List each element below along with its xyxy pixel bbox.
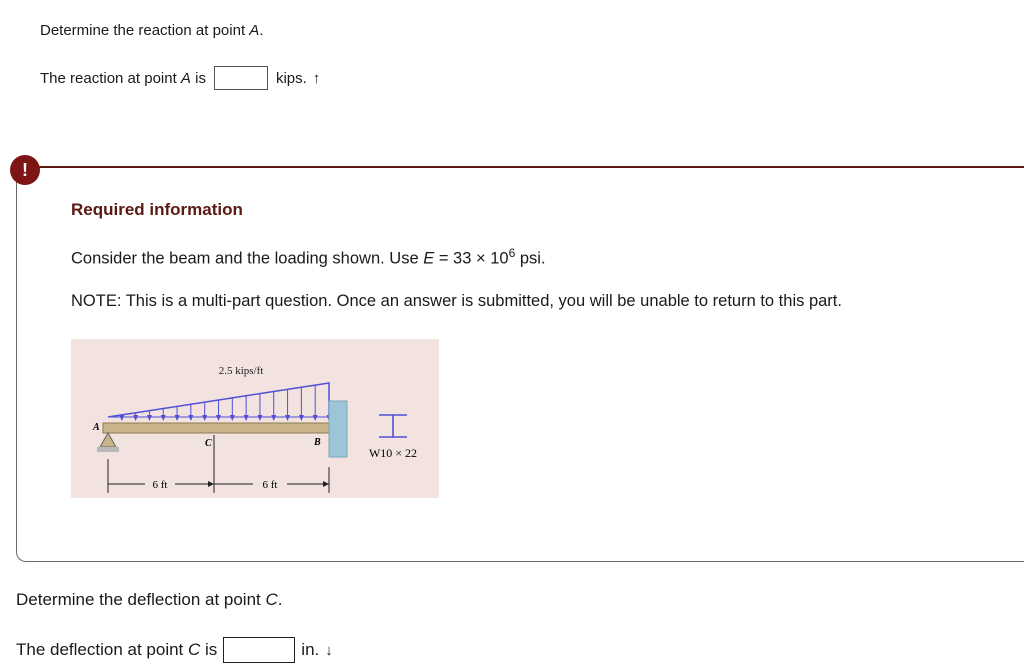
load-arrowhead [313,415,318,421]
load-arrowhead [133,415,138,421]
prompt-point: C [265,590,278,609]
consider-prefix: Consider the beam and the loading shown. Use [71,249,424,268]
i-beam-section-icon [379,415,407,437]
answer-label: The reaction at point [40,69,181,87]
load-arrowhead [299,415,304,421]
question2-prompt [16,590,283,610]
prompt-suffix: . [277,590,283,609]
required-info-title: Required information [71,200,243,219]
question1-answer-row [40,66,320,90]
answer-is: is [200,640,218,659]
arrow-down-icon: ↓ [325,641,333,659]
load-label: 2.5 kips/ft [218,365,264,377]
note-text: NOTE: This is a multi-part question. Once an answer is submitted, you will be unable to return to this part. [71,292,842,310]
load-arrowhead [161,415,166,421]
point-c-label: C [205,438,212,449]
prompt-suffix: . [259,22,264,39]
answer-is: is [190,69,206,87]
span2-label: 6 ft [262,479,278,491]
load-arrowhead [175,415,180,421]
dim-arrowhead [208,481,214,487]
load-arrowhead [271,415,276,421]
point-b-label: B [314,437,321,448]
load-arrowhead [285,415,290,421]
section-label: W10 × 22 [368,446,418,460]
load-arrowhead [188,415,193,421]
load-arrowhead [216,415,221,421]
load-arrowhead [202,415,207,421]
unit-label: kips. [275,69,307,87]
question1-prompt [40,22,263,39]
fixed-wall [329,401,347,457]
answer-label: The deflection at point [16,640,189,659]
dim-arrowhead [323,481,329,487]
load-arrowhead [230,415,235,421]
prompt-point: A [249,22,260,39]
load-arrows [119,383,331,421]
question2-answer-row [16,637,333,663]
span1-label: 6 ft [152,479,168,491]
arrow-up-icon: ↑ [312,69,321,87]
e-unit: psi. [515,249,546,268]
e-exponent: 6 [508,246,516,260]
e-value: = 33 × 10 [434,249,509,268]
answer-point: A [180,69,191,87]
load-arrowhead [257,415,262,421]
pin-support [100,433,116,447]
load-arrowhead [119,415,124,421]
support-base [97,447,119,452]
point-a-label: A [93,422,100,433]
reaction-answer-input[interactable] [214,66,268,90]
beam-figure [71,339,439,498]
prompt-text: Determine the deflection at point [16,590,266,609]
prompt-text: Determine the reaction at point [40,22,250,39]
consider-text [71,246,546,269]
beam-diagram [71,339,439,498]
deflection-answer-input[interactable] [223,637,295,663]
load-arrowhead [147,415,152,421]
unit-label: in. [301,640,320,659]
load-arrowhead [244,415,249,421]
alert-icon: ! [10,155,40,185]
answer-point: C [188,640,201,659]
beam [103,423,329,433]
e-symbol: E [423,249,435,268]
